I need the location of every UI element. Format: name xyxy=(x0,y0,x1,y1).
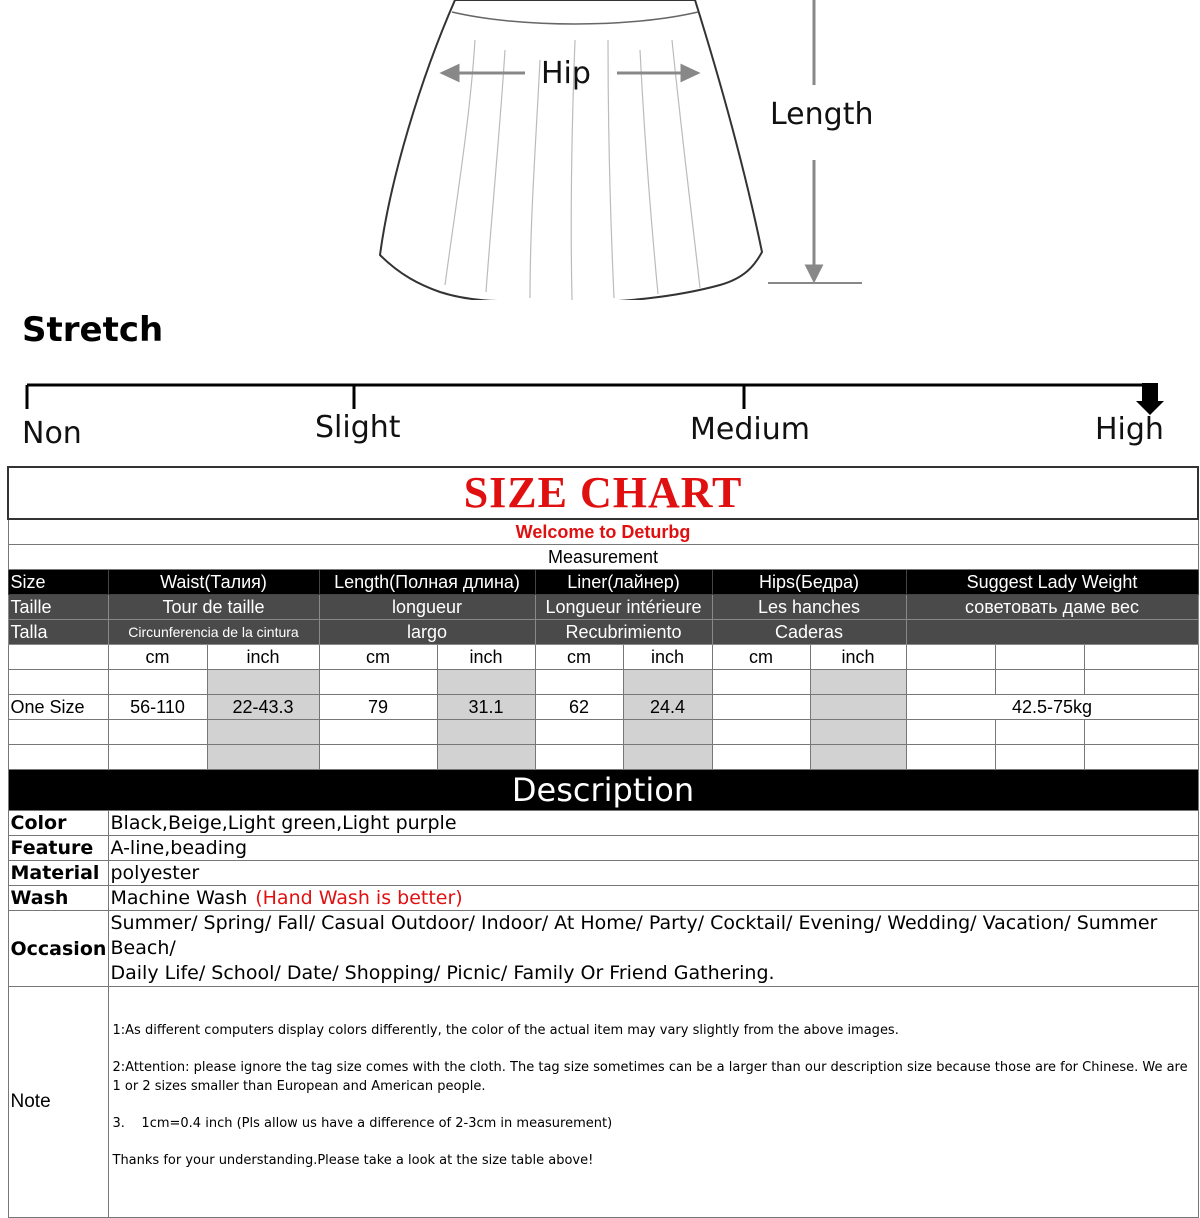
skirt-illustration xyxy=(0,0,1200,300)
header-size: Size xyxy=(8,570,108,595)
header-talla: Talla xyxy=(8,620,108,645)
hips-cm-cell xyxy=(712,695,810,720)
unit-inch: inch xyxy=(437,645,535,670)
unit-cm: cm xyxy=(108,645,207,670)
note-line-4: Thanks for your understanding.Please take a look at the size table above! xyxy=(112,1153,594,1168)
header-hips: Hips(Бедра) xyxy=(712,570,906,595)
header-caderas: Caderas xyxy=(712,620,906,645)
length-inch-cell: 31.1 xyxy=(437,695,535,720)
stretch-scale xyxy=(0,375,1200,435)
empty-row xyxy=(8,720,1198,745)
header-taille: Taille xyxy=(8,595,108,620)
wash-value xyxy=(108,886,1198,911)
header-recubrimiento: Recubrimiento xyxy=(535,620,712,645)
header-weight-ru: советовать даме вес xyxy=(906,595,1198,620)
color-key: Color xyxy=(8,811,108,836)
material-key: Material xyxy=(8,861,108,886)
header-row-es xyxy=(8,620,1198,645)
header-tour-de-taille: Tour de taille xyxy=(108,595,319,620)
color-row xyxy=(8,811,1198,836)
waist-cm-cell: 56-110 xyxy=(108,695,207,720)
stretch-label-non: Non xyxy=(22,416,82,451)
feature-key: Feature xyxy=(8,836,108,861)
header-row-en xyxy=(8,570,1198,595)
length-label: Length xyxy=(770,97,874,132)
occasion-key: Occasion xyxy=(8,911,108,987)
measurement-label: Measurement xyxy=(8,545,1198,570)
liner-inch-cell: 24.4 xyxy=(623,695,712,720)
header-waist: Waist(Талия) xyxy=(108,570,319,595)
header-row-fr xyxy=(8,595,1198,620)
unit-cm: cm xyxy=(712,645,810,670)
stretch-label-slight: Slight xyxy=(315,410,401,445)
stretch-title: Stretch xyxy=(22,310,164,350)
description-title: Description xyxy=(8,770,1198,811)
welcome-text: Welcome to Deturbg xyxy=(8,519,1198,545)
header-weight-es xyxy=(906,620,1198,645)
header-les-hanches: Les hanches xyxy=(712,595,906,620)
size-chart-title: SIZE CHART xyxy=(8,467,1198,519)
feature-row xyxy=(8,836,1198,861)
wash-note: (Hand Wash is better) xyxy=(255,887,463,909)
unit-inch: inch xyxy=(207,645,319,670)
header-weight: Suggest Lady Weight xyxy=(906,570,1198,595)
hip-label: Hip xyxy=(541,56,591,91)
occasion-value xyxy=(108,911,1198,987)
occasion-line-2: Daily Life/ School/ Date/ Shopping/ Picnic/ Family Or Friend Gathering. xyxy=(110,962,775,984)
note-value xyxy=(108,987,1198,1218)
feature-value: A-line,beading xyxy=(108,836,1198,861)
unit-cm: cm xyxy=(319,645,437,670)
occasion-line-1: Summer/ Spring/ Fall/ Casual Outdoor/ Indoor/ At Home/ Party/ Cocktail/ Evening/ Wedding/ Vacation/ Summer Beach/ xyxy=(110,912,1158,959)
stretch-marker-arrow-icon xyxy=(1136,383,1164,415)
liner-cm-cell: 62 xyxy=(535,695,623,720)
note-key: Note xyxy=(8,987,108,1218)
wash-key: Wash xyxy=(8,886,108,911)
length-arrow xyxy=(768,0,862,283)
table-row xyxy=(8,695,1198,720)
length-cm-cell: 79 xyxy=(319,695,437,720)
waist-inch-cell: 22-43.3 xyxy=(207,695,319,720)
header-longueur: longueur xyxy=(319,595,535,620)
size-cell: One Size xyxy=(8,695,108,720)
units-row xyxy=(8,645,1198,670)
size-chart-table xyxy=(7,466,1199,1218)
color-value: Black,Beige,Light green,Light purple xyxy=(108,811,1198,836)
empty-row xyxy=(8,670,1198,695)
note-line-2: 2:Attention: please ignore the tag size comes with the cloth. The tag size sometimes can be a larger than our description size because those are for Chinese. We are 1 or 2 sizes smaller than European and American people. xyxy=(112,1060,1188,1094)
header-length: Length(Полная длина) xyxy=(319,570,535,595)
material-row xyxy=(8,861,1198,886)
header-largo: largo xyxy=(319,620,535,645)
unit-inch: inch xyxy=(810,645,906,670)
stretch-label-high: High xyxy=(1095,412,1164,447)
note-row xyxy=(8,987,1198,1218)
empty-row xyxy=(8,745,1198,770)
material-value: polyester xyxy=(108,861,1198,886)
header-circunferencia: Circunferencia de la cintura xyxy=(108,620,319,645)
note-line-1: 1:As different computers display colors differently, the color of the actual item may vary slightly from the above images. xyxy=(112,1023,899,1038)
wash-row xyxy=(8,886,1198,911)
note-line-3: 3. 1cm=0.4 inch (Pls allow us have a difference of 2-3cm in measurement) xyxy=(112,1116,613,1131)
wash-text: Machine Wash xyxy=(110,887,248,909)
unit-inch: inch xyxy=(623,645,712,670)
header-longueur-interieure: Longueur intérieure xyxy=(535,595,712,620)
stretch-label-medium: Medium xyxy=(690,412,810,447)
weight-cell: 42.5-75kg xyxy=(906,695,1198,720)
hips-inch-cell xyxy=(810,695,906,720)
unit-cm: cm xyxy=(535,645,623,670)
header-liner: Liner(лайнер) xyxy=(535,570,712,595)
occasion-row xyxy=(8,911,1198,987)
